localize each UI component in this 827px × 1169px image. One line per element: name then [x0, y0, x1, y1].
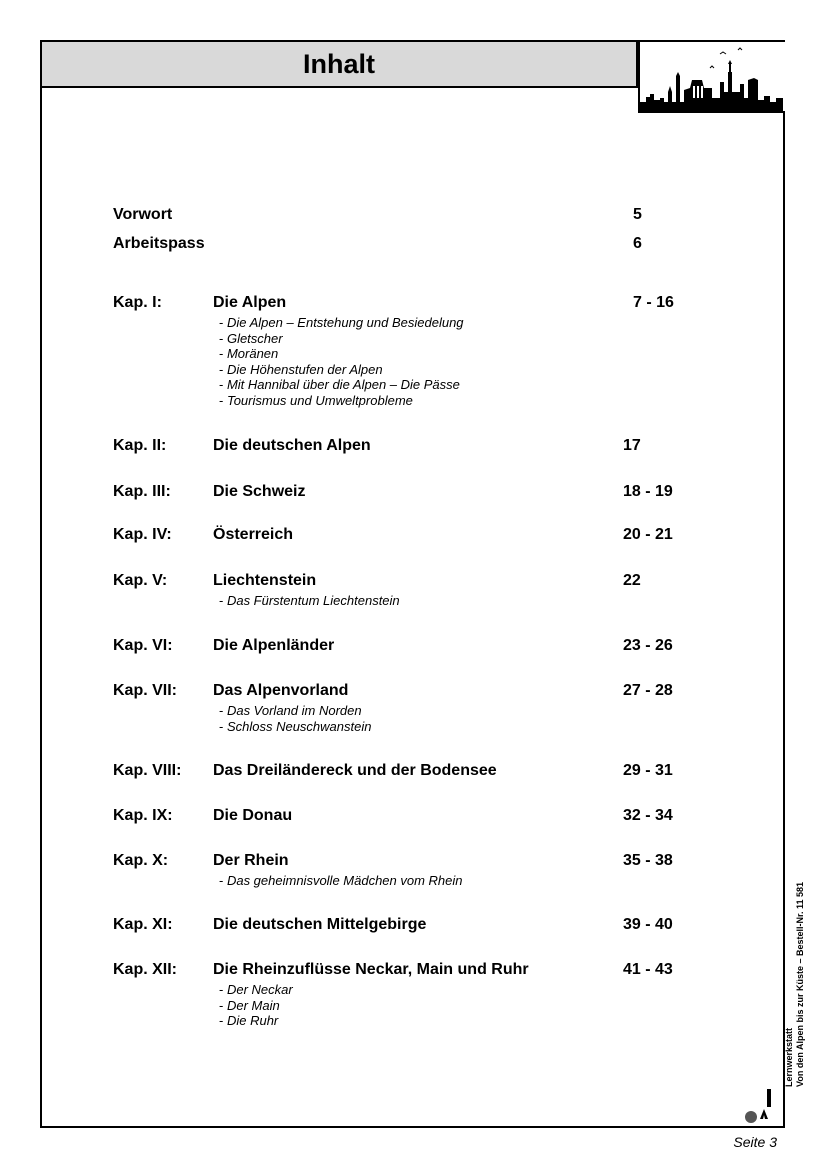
- toc-page-range: 5: [633, 206, 642, 223]
- toc-chapter-label: Kap. II:: [113, 437, 167, 454]
- toc-page-range: 29 - 31: [623, 762, 673, 779]
- toc-page-range: 27 - 28: [623, 682, 673, 699]
- toc-subtopic-item: - Der Main: [219, 998, 293, 1014]
- toc-chapter-title: Die Donau: [213, 807, 293, 824]
- toc-chapter-label: Kap. I:: [113, 294, 162, 311]
- toc-chapter-title: Die Schweiz: [213, 483, 306, 500]
- toc-subtopic-item: - Die Höhenstufen der Alpen: [219, 362, 464, 378]
- toc-page-range: 35 - 38: [623, 852, 673, 869]
- toc-page-range: 6: [633, 235, 642, 252]
- toc-chapter-title: Der Rhein: [213, 852, 289, 869]
- toc-subtopic-item: - Das Fürstentum Liechtenstein: [219, 593, 400, 609]
- toc-chapter-label: Kap. V:: [113, 572, 168, 589]
- toc-chapter-title: Österreich: [213, 526, 294, 543]
- toc-chapter-label: Kap. VII:: [113, 682, 178, 699]
- header-bar: [42, 42, 638, 88]
- toc-subtopics: [219, 873, 463, 889]
- toc-subtopic-item: - Mit Hannibal über die Alpen – Die Pässe: [219, 377, 464, 393]
- toc-chapter-label: Kap. XII:: [113, 961, 178, 978]
- side-order-info: Von den Alpen bis zur Küste – Bestell-Nr. 11 581: [795, 881, 805, 1087]
- toc-chapter-label: Kap. III:: [113, 483, 171, 500]
- toc-page-range: 23 - 26: [623, 637, 673, 654]
- toc-chapter-label: Vorwort: [113, 206, 173, 223]
- side-imprint: [784, 882, 806, 1087]
- toc-page-range: 17: [623, 437, 641, 454]
- toc-subtopics: [219, 982, 293, 1029]
- toc-page-range: 32 - 34: [623, 807, 673, 824]
- toc-subtopics: [219, 703, 371, 734]
- toc-subtopic-item: - Der Neckar: [219, 982, 293, 998]
- skyline-icon: [640, 42, 783, 111]
- toc-chapter-label: Kap. VI:: [113, 637, 173, 654]
- toc-subtopic-item: - Schloss Neuschwanstein: [219, 719, 371, 735]
- toc-page-range: 7 - 16: [633, 294, 674, 311]
- toc-subtopics: [219, 315, 464, 408]
- toc-chapter-label: Kap. VIII:: [113, 762, 182, 779]
- toc-subtopic-item: - Moränen: [219, 346, 464, 362]
- toc-subtopic-item: - Die Ruhr: [219, 1013, 293, 1029]
- toc-chapter-title: Das Dreiländereck und der Bodensee: [213, 762, 497, 779]
- toc-subtopics: [219, 593, 400, 609]
- toc-chapter-title: Die Alpenländer: [213, 637, 335, 654]
- toc-chapter-title: Die deutschen Mittelgebirge: [213, 916, 427, 933]
- toc-chapter-title: Die Rheinzuflüsse Neckar, Main und Ruhr: [213, 961, 529, 978]
- toc-subtopic-item: - Die Alpen – Entstehung und Besiedelung: [219, 315, 464, 331]
- toc-chapter-label: Kap. XI:: [113, 916, 173, 933]
- toc-chapter-title: Die deutschen Alpen: [213, 437, 371, 454]
- toc-subtopic-item: - Gletscher: [219, 331, 464, 347]
- side-series: Lernwerkstatt: [784, 1027, 794, 1087]
- toc-subtopic-item: - Das geheimnisvolle Mädchen vom Rhein: [219, 873, 463, 889]
- toc-chapter-label: Kap. X:: [113, 852, 169, 869]
- toc-chapter-label: Kap. IX:: [113, 807, 173, 824]
- page-number: Seite 3: [733, 1134, 777, 1150]
- toc-chapter-title: Die Alpen: [213, 294, 287, 311]
- toc-chapter-title: Das Alpenvorland: [213, 682, 349, 699]
- toc-chapter-label: Kap. IV:: [113, 526, 172, 543]
- page-frame: [40, 40, 805, 1128]
- page-title: Inhalt: [303, 48, 375, 79]
- toc-page-range: 41 - 43: [623, 961, 673, 978]
- berlin-skyline-image: [638, 42, 785, 113]
- toc-page-range: 20 - 21: [623, 526, 673, 543]
- toc-subtopic-item: - Tourismus und Umweltprobleme: [219, 393, 464, 409]
- toc-page-range: 18 - 19: [623, 483, 673, 500]
- toc-chapter-label: Arbeitspass: [113, 235, 205, 252]
- toc-page-range: 39 - 40: [623, 916, 673, 933]
- toc-subtopic-item: - Das Vorland im Norden: [219, 703, 371, 719]
- toc-chapter-title: Liechtenstein: [213, 572, 317, 589]
- publisher-logo: [742, 1087, 772, 1125]
- toc-page-range: 22: [623, 572, 641, 589]
